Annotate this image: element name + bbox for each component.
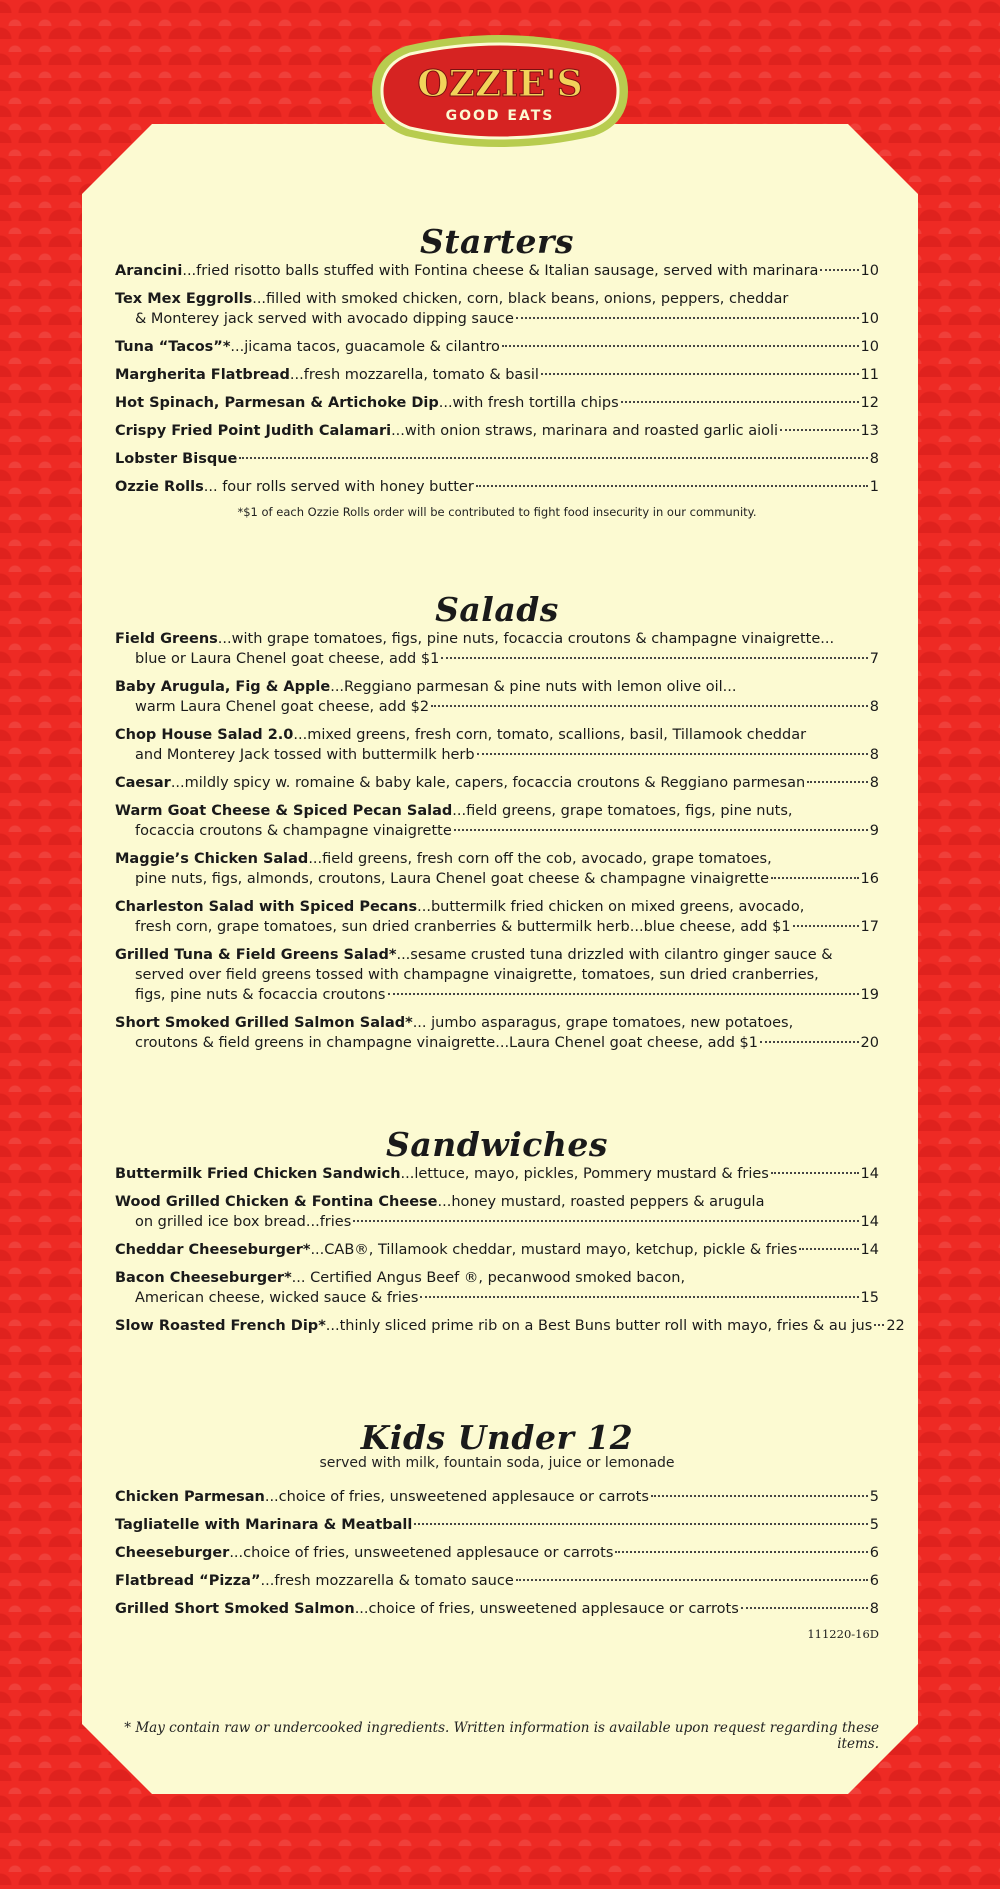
menu-item-description: ...CAB®, Tillamook cheddar, mustard mayo, ketchup, pickle & fries <box>310 1242 798 1258</box>
dot-leader <box>477 752 868 755</box>
menu-item-name: Margherita Flatbread <box>115 367 290 383</box>
menu-item-price: 8 <box>869 451 879 467</box>
menu-item-description: ...choice of fries, unsweetened applesauce or carrots <box>264 1489 649 1505</box>
dot-leader <box>516 316 859 319</box>
dot-leader <box>516 1578 868 1581</box>
menu-item-price: 5 <box>869 1489 879 1505</box>
kids-subtitle: served with milk, fountain soda, juice or lemonade <box>319 1455 675 1471</box>
menu-item <box>115 421 879 441</box>
dot-leader <box>820 268 858 271</box>
menu-item-description: ...sesame crusted tuna drizzled with cilantro ginger sauce & <box>396 947 833 963</box>
menu-item-description: ...filled with smoked chicken, corn, black beans, onions, peppers, cheddar <box>252 291 789 307</box>
menu-item-price: 11 <box>860 367 879 383</box>
logo-tagline: GOOD EATS <box>445 108 555 124</box>
dot-leader <box>874 1323 884 1326</box>
dot-leader <box>353 1219 858 1222</box>
menu-item <box>115 1571 879 1591</box>
menu-item-price: 22 <box>886 1318 905 1334</box>
menu-item-name: Bacon Cheeseburger* <box>115 1270 292 1286</box>
menu-item <box>115 365 879 385</box>
menu-item-description: & Monterey jack served with avocado dipping sauce <box>135 311 514 327</box>
menu-item-price: 15 <box>860 1290 879 1306</box>
menu-item-price: 10 <box>860 263 879 279</box>
dot-leader <box>793 924 859 927</box>
menu-item-description: ... four rolls served with honey butter <box>203 479 474 495</box>
menu-item <box>115 1240 879 1260</box>
dot-leader <box>431 704 868 707</box>
menu-item <box>115 1268 879 1308</box>
menu-item <box>115 849 879 889</box>
menu-item-name: Buttermilk Fried Chicken Sandwich <box>115 1166 401 1182</box>
menu-item-name: Ozzie Rolls <box>115 479 204 495</box>
menu-item-description: ...honey mustard, roasted peppers & arugula <box>437 1194 765 1210</box>
menu-item <box>115 1599 879 1619</box>
menu-item-price: 7 <box>869 651 879 667</box>
menu-item-description: ...choice of fries, unsweetened applesauce or carrots <box>354 1601 739 1617</box>
sandwiches-section <box>115 1125 905 1344</box>
menu-item-description: served over field greens tossed with champagne vinaigrette, tomatoes, sun dried cranberries, <box>135 967 819 983</box>
menu-item-price: 8 <box>869 1601 879 1617</box>
menu-item-name: Tex Mex Eggrolls <box>115 291 253 307</box>
menu-item-description: ...field greens, fresh corn off the cob, avocado, grape tomatoes, <box>308 851 772 867</box>
sandwiches-title: Sandwiches <box>386 1125 608 1164</box>
menu-item-name: Crispy Fried Point Judith Calamari <box>115 423 392 439</box>
menu-item-price: 19 <box>860 987 879 1003</box>
menu-item-name: Baby Arugula, Fig & Apple <box>115 679 331 695</box>
menu-item <box>115 629 879 669</box>
menu-item-description: ...with grape tomatoes, figs, pine nuts, focaccia croutons & champagne vinaigrette... <box>217 631 835 647</box>
menu-item-description: ... jumbo asparagus, grape tomatoes, new potatoes, <box>412 1015 794 1031</box>
menu-item-description: focaccia croutons & champagne vinaigrette <box>135 823 452 839</box>
dot-leader <box>771 876 859 879</box>
menu-item-name: Field Greens <box>115 631 218 647</box>
menu-item-name: Cheeseburger <box>115 1545 230 1561</box>
kids-title: Kids Under 12 <box>360 1418 634 1457</box>
starters-section <box>115 222 879 519</box>
menu-item-name: Chop House Salad 2.0 <box>115 727 294 743</box>
menu-item-name: Hot Spinach, Parmesan & Artichoke Dip <box>115 395 439 411</box>
dot-leader <box>388 992 859 995</box>
menu-item-name: Maggie’s Chicken Salad <box>115 851 309 867</box>
menu-item-name: Cheddar Cheeseburger* <box>115 1242 311 1258</box>
starters-title: Starters <box>419 222 575 261</box>
menu-item-name: Wood Grilled Chicken & Fontina Cheese <box>115 1194 438 1210</box>
menu-item-description: ...fresh mozzarella & tomato sauce <box>260 1573 514 1589</box>
menu-item-price: 8 <box>869 775 879 791</box>
menu-item-description: ...fresh mozzarella, tomato & basil <box>289 367 539 383</box>
menu-item-description: on grilled ice box bread...fries <box>135 1214 352 1230</box>
menu-item <box>115 773 879 793</box>
menu-item-description: ...fried risotto balls stuffed with Fontina cheese & Italian sausage, served with marinara <box>182 263 819 279</box>
menu-item-description: ...choice of fries, unsweetened applesauce or carrots <box>229 1545 614 1561</box>
disclaimer: * May contain raw or undercooked ingredients. Written information is available upon request regarding these items. <box>124 1720 879 1752</box>
menu-item <box>115 1164 879 1184</box>
menu-item-description: ...lettuce, mayo, pickles, Pommery mustard & fries <box>400 1166 769 1182</box>
menu-item-price: 16 <box>860 871 879 887</box>
menu-item-price: 10 <box>860 311 879 327</box>
menu-item-price: 12 <box>860 395 879 411</box>
menu-item <box>115 945 879 1005</box>
menu-item <box>115 897 879 937</box>
menu-item-description: ...with onion straws, marinara and roasted garlic aioli <box>391 423 779 439</box>
menu-item-name: Charleston Salad with Spiced Pecans <box>115 899 418 915</box>
menu-item <box>115 1192 879 1232</box>
menu-item-price: 8 <box>869 699 879 715</box>
menu-item <box>115 677 879 717</box>
menu-item-price: 17 <box>860 919 879 935</box>
starters-note: *$1 of each Ozzie Rolls order will be contributed to fight food insecurity in our community. <box>237 505 757 519</box>
menu-item-name: Lobster Bisque <box>115 451 238 467</box>
dot-leader <box>420 1295 858 1298</box>
dot-leader <box>771 1171 859 1174</box>
menu-item-name: Warm Goat Cheese & Spiced Pecan Salad <box>115 803 453 819</box>
menu-item-description: and Monterey Jack tossed with buttermilk herb <box>135 747 475 763</box>
menu-item-name: Grilled Short Smoked Salmon <box>115 1601 355 1617</box>
menu-item-price: 8 <box>869 747 879 763</box>
menu-item <box>115 725 879 765</box>
logo-badge-icon <box>366 28 634 154</box>
menu-item <box>115 801 879 841</box>
logo-name: OZZIE'S <box>417 63 583 105</box>
menu-item-description: pine nuts, figs, almonds, croutons, Laura Chenel goat cheese & champagne vinaigrette <box>135 871 769 887</box>
menu-item-name: Tuna “Tacos”* <box>115 339 231 355</box>
menu-item-description: American cheese, wicked sauce & fries <box>135 1290 419 1306</box>
menu-item-description: ...thinly sliced prime rib on a Best Buns butter roll with mayo, fries & au jus <box>325 1318 873 1334</box>
salads-section <box>115 590 879 1061</box>
dot-leader <box>615 1550 867 1553</box>
dot-leader <box>760 1040 859 1043</box>
menu-item-name: Grilled Tuna & Field Greens Salad* <box>115 947 397 963</box>
dot-leader <box>741 1606 868 1609</box>
menu-item-description: ...field greens, grape tomatoes, figs, pine nuts, <box>452 803 793 819</box>
dot-leader <box>414 1522 867 1525</box>
menu-item <box>115 337 879 357</box>
menu-item-description: ...with fresh tortilla chips <box>438 395 619 411</box>
menu-item-description: ...jicama tacos, guacamole & cilantro <box>230 339 500 355</box>
menu-item <box>115 261 879 281</box>
menu-item-price: 9 <box>869 823 879 839</box>
menu-item-description: ...Reggiano parmesan & pine nuts with lemon olive oil... <box>330 679 737 695</box>
dot-leader <box>476 484 868 487</box>
dot-leader <box>454 828 868 831</box>
menu-item-price: 1 <box>869 479 879 495</box>
menu-item-name: Arancini <box>115 263 183 279</box>
menu-item-name: Short Smoked Grilled Salmon Salad* <box>115 1015 413 1031</box>
ozzies-logo <box>366 28 634 154</box>
menu-item <box>115 289 879 329</box>
salads-list <box>115 629 879 1053</box>
menu-item-price: 14 <box>860 1166 879 1182</box>
menu-item-description: blue or Laura Chenel goat cheese, add $1 <box>135 651 440 667</box>
dot-leader <box>799 1247 858 1250</box>
menu-item-description: ...buttermilk fried chicken on mixed greens, avocado, <box>417 899 805 915</box>
sandwiches-list <box>115 1164 905 1336</box>
menu-item-price: 6 <box>869 1573 879 1589</box>
menu-item-price: 10 <box>860 339 879 355</box>
menu-item-description: croutons & field greens in champagne vinaigrette...Laura Chenel goat cheese, add $1 <box>135 1035 758 1051</box>
menu-item <box>115 1515 879 1535</box>
dot-leader <box>621 400 859 403</box>
dot-leader <box>441 656 867 659</box>
menu-item-description: ...mildly spicy w. romaine & baby kale, capers, focaccia croutons & Reggiano parmesan <box>170 775 806 791</box>
menu-item-name: Tagliatelle with Marinara & Meatball <box>115 1517 413 1533</box>
menu-item-description: warm Laura Chenel goat cheese, add $2 <box>135 699 430 715</box>
dot-leader <box>807 780 868 783</box>
menu-item <box>115 1487 879 1507</box>
menu-item-price: 14 <box>860 1242 879 1258</box>
menu-item-description: fresh corn, grape tomatoes, sun dried cranberries & buttermilk herb...blue cheese, add $1 <box>135 919 791 935</box>
menu-item-description: ... Certified Angus Beef ®, pecanwood smoked bacon, <box>291 1270 686 1286</box>
menu-item <box>115 449 879 469</box>
dot-leader <box>651 1494 868 1497</box>
menu-item <box>115 477 879 497</box>
salads-title: Salads <box>435 590 559 629</box>
menu-code: 111220-16D <box>807 1627 879 1641</box>
dot-leader <box>502 344 859 347</box>
menu-item-description: ...mixed greens, fresh corn, tomato, scallions, basil, Tillamook cheddar <box>293 727 807 743</box>
dot-leader <box>239 456 867 459</box>
menu-item-name: Chicken Parmesan <box>115 1489 265 1505</box>
menu-item-price: 20 <box>860 1035 879 1051</box>
menu-item-price: 13 <box>860 423 879 439</box>
menu-item-name: Slow Roasted French Dip* <box>115 1318 326 1334</box>
starters-list <box>115 261 879 497</box>
menu-item-name: Flatbread “Pizza” <box>115 1573 261 1589</box>
dot-leader <box>780 428 858 431</box>
menu-item-description: figs, pine nuts & focaccia croutons <box>135 987 386 1003</box>
dot-leader <box>541 372 859 375</box>
kids-section <box>115 1418 879 1641</box>
menu-item-price: 14 <box>860 1214 879 1230</box>
menu-item-name: Caesar <box>115 775 171 791</box>
menu-item <box>115 1543 879 1563</box>
menu-item-price: 5 <box>869 1517 879 1533</box>
kids-list <box>115 1487 879 1619</box>
menu-item <box>115 393 879 413</box>
menu-item-price: 6 <box>869 1545 879 1561</box>
menu-item <box>115 1316 905 1336</box>
menu-item <box>115 1013 879 1053</box>
